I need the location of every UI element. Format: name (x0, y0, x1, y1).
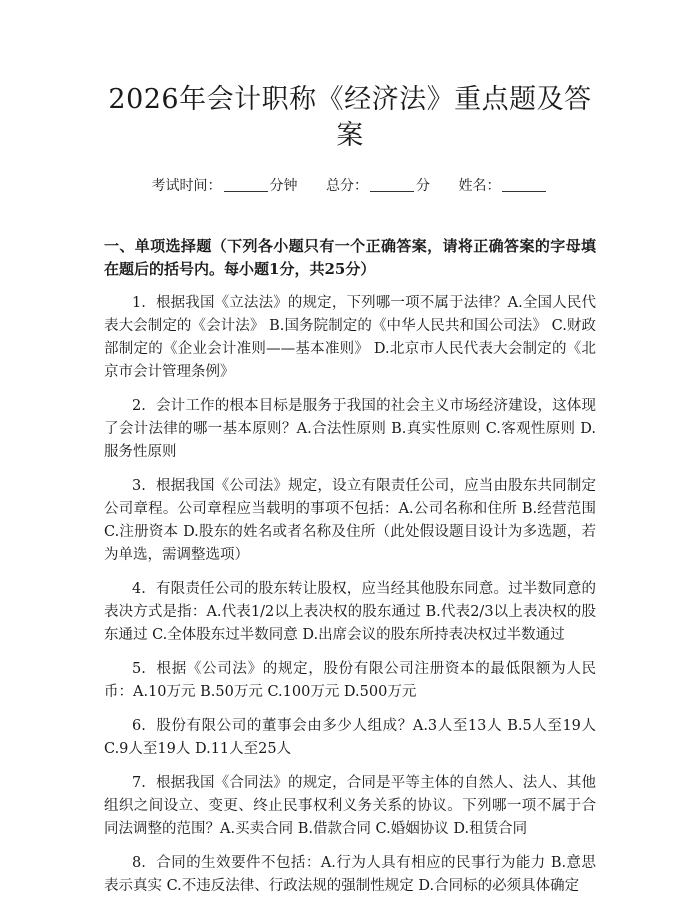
score-unit: 分 (416, 178, 430, 194)
page-title: 2026年会计职称《经济法》重点题及答案 (108, 84, 592, 151)
exam-time (152, 178, 302, 194)
time-label: 考试时间： (151, 178, 222, 194)
question-number: 7. (132, 775, 146, 791)
question-item (104, 715, 596, 761)
total-score (326, 178, 434, 194)
question-number: 1. (132, 295, 146, 311)
question-item (104, 658, 596, 704)
question-text: 股份有限公司的董事会由多少人组成？A.3人至13人 B.5人至19人 C.9人至19人 D.11人至25人 (104, 718, 596, 757)
time-unit: 分钟 (269, 178, 298, 194)
question-item (104, 395, 596, 464)
question-item (104, 852, 596, 898)
question-number: 8. (132, 855, 146, 871)
question-number: 5. (132, 661, 146, 677)
name-label: 姓名： (458, 178, 501, 194)
question-text: 根据我国《合同法》的规定，合同是平等主体的自然人、法人、其他组织之间设立、变更、终止民事权利义务关系的协议。下列哪一项不属于合同法调整的范围？A.买卖合同 B.借款合同 C.婚姻协议 D.租赁合同 (104, 775, 596, 837)
question-text: 根据我国《立法法》的规定，下列哪一项不属于法律？A.全国人民代表大会制定的《会计法》 B.国务院制定的《中华人民共和国公司法》 C.财政部制定的《企业会计准则——基本准则》 D.北京市人民代表大会制定的《北京市会计管理条例》 (104, 295, 596, 380)
question-number: 2. (132, 398, 146, 414)
question-item (104, 475, 596, 567)
score-blank (370, 177, 414, 192)
question-text: 根据《公司法》的规定，股份有限公司注册资本的最低限额为人民币：A.10万元 B.50万元 C.100万元 D.500万元 (104, 661, 596, 700)
score-label: 总分： (326, 178, 368, 194)
question-number: 3. (132, 478, 146, 494)
student-name (458, 178, 548, 194)
question-number: 4. (132, 581, 146, 597)
time-blank (224, 177, 268, 192)
name-blank (502, 177, 546, 192)
section-heading: 一、单项选择题（下列各小题只有一个正确答案，请将正确答案的字母填在题后的括号内。每小题1分，共25分） (104, 237, 596, 278)
exam-meta (104, 176, 596, 196)
question-number: 6. (132, 718, 146, 734)
question-item (104, 578, 596, 647)
question-text: 根据我国《公司法》规定，设立有限责任公司，应当由股东共同制定公司章程。公司章程应当载明的事项不包括：A.公司名称和住所 B.经营范围 C.注册资本 D.股东的姓名或者名称及住所（此处假设题目设计为多选题，若为单选，需调整选项） (104, 478, 596, 563)
question-text: 有限责任公司的股东转让股权，应当经其他股东同意。过半数同意的表决方式是指：A.代表1/2以上表决权的股东通过 B.代表2/3以上表决权的股东通过 C.全体股东过半数同意 D.出席会议的股东所持表决权过半数通过 (104, 581, 596, 643)
question-item (104, 292, 596, 384)
question-text: 会计工作的根本目标是服务于我国的社会主义市场经济建设，这体现了会计法律的哪一基本原则？A.合法性原则 B.真实性原则 C.客观性原则 D.服务性原则 (104, 398, 596, 460)
question-text: 合同的生效要件不包括：A.行为人具有相应的民事行为能力 B.意思表示真实 C.不违反法律、行政法规的强制性规定 D.合同标的必须具体确定 (104, 855, 596, 894)
question-item (104, 772, 596, 841)
